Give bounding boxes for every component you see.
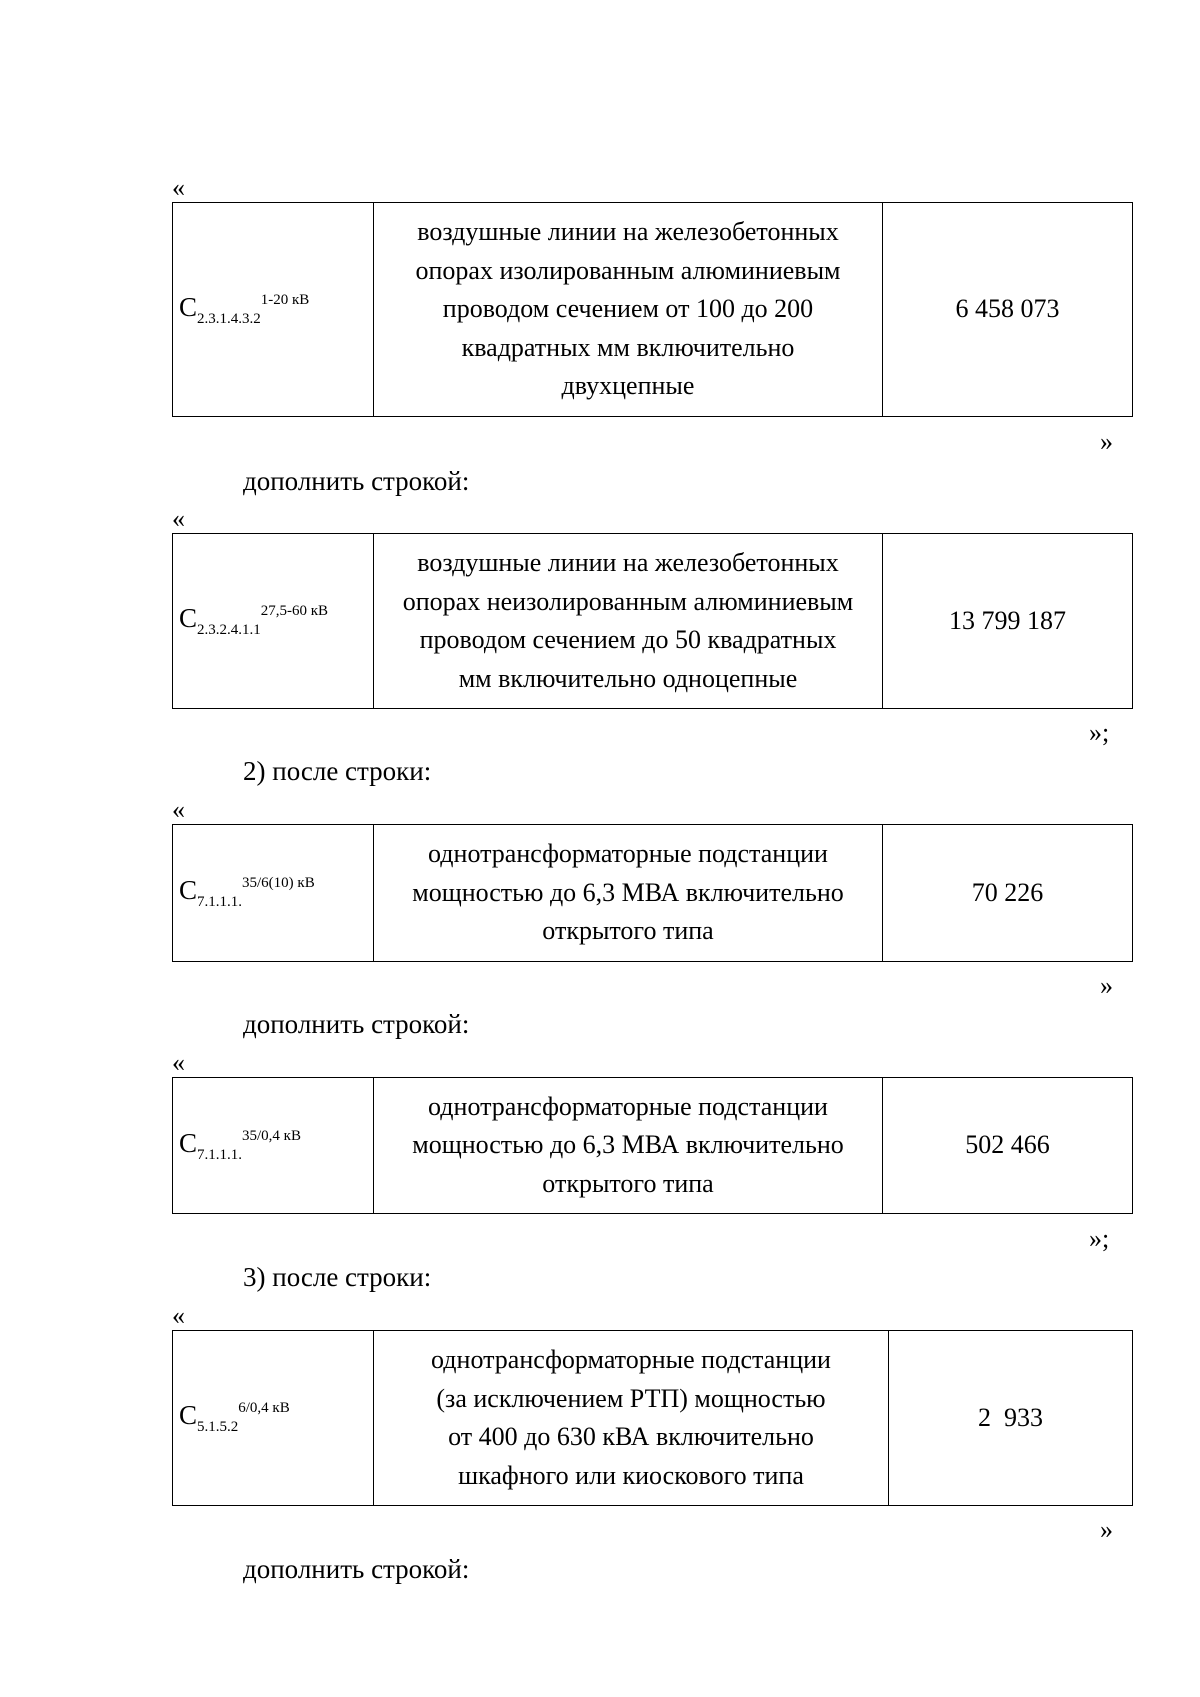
description-line: воздушные линии на железобетонных [417,548,839,577]
open-quote: « [172,795,185,824]
tariff-row-table [172,1330,1133,1506]
code-superscript: 35/0,4 кВ [242,1127,301,1144]
value-cell: 502 466 [883,1078,1133,1214]
code-letter: С [179,875,198,906]
description-line: (за исключением РТП) мощностью [436,1383,826,1413]
open-quote: « [172,504,185,533]
code-cell [173,203,374,417]
description-line: мощностью до 6,3 МВА включительно [412,877,844,907]
description-line: мощностью до 6,3 МВА включительно [412,1130,844,1160]
tariff-row-table [172,533,1133,709]
value-cell: 6 458 073 [883,203,1133,417]
description-line: однотрансформаторные подстанции [428,1091,828,1121]
description-line: воздушные линии на железобетонных [417,217,839,247]
tariff-row-table [172,1077,1133,1214]
description-cell [374,203,883,417]
open-quote: « [172,1048,185,1077]
code-subscript: 7.1.1.1. [197,894,243,911]
table-row [173,1331,1133,1506]
description-cell [374,534,883,709]
table-row [173,534,1133,709]
amendment-instruction: дополнить строкой: [243,1554,470,1584]
code-superscript: 27,5-60 кВ [260,603,329,620]
description-line: однотрансформаторные подстанции [431,1345,831,1374]
value-cell: 2 933 [889,1331,1133,1506]
table-row [173,1078,1133,1214]
description-line: мм включительно одноцепные [458,663,798,693]
code-letter: С [179,1400,198,1431]
code-subscript: 2.3.1.4.3.2 [197,310,261,327]
code-cell [173,825,374,962]
description-cell [374,1331,889,1506]
code-superscript: 1-20 кВ [260,291,310,308]
description-line: открытого типа [542,916,714,946]
description-line: открытого типа [542,1168,714,1198]
open-quote: « [172,173,185,202]
description-cell [374,825,883,962]
tariff-row-table [172,202,1133,417]
code-cell [173,1331,374,1506]
description-line: опорах неизолированным алюминиевым [402,586,854,616]
code-cell [173,534,374,709]
tariff-row-table [172,824,1133,962]
table-row [173,203,1133,417]
description-line: шкафного или киоскового типа [458,1460,804,1490]
code-superscript: 35/6(10) кВ [242,875,315,892]
code-letter: С [179,603,198,634]
description-line: проводом сечением до 50 квадратных [419,625,837,654]
table-row [173,825,1133,962]
description-line: двухцепные [561,371,695,401]
close-quote: » [1100,1515,1113,1544]
code-letter: С [179,291,198,322]
code-letter: С [179,1127,198,1158]
code-subscript: 2.3.2.4.1.1 [197,622,261,639]
code-subscript: 5.1.5.2 [197,1419,239,1436]
description-line: от 400 до 630 кВА включительно [448,1422,814,1451]
close-quote: »; [1089,1224,1110,1253]
amendment-instruction: дополнить строкой: [243,466,470,496]
value-cell: 13 799 187 [883,534,1133,709]
close-quote: »; [1089,718,1110,747]
open-quote: « [172,1301,185,1330]
description-line: квадратных мм включительно [461,332,795,362]
amendment-instruction: дополнить строкой: [243,1009,470,1039]
code-superscript: 6/0,4 кВ [238,1400,290,1417]
close-quote: » [1100,427,1113,456]
code-cell [173,1078,374,1214]
description-line: опорах изолированным алюминиевым [415,255,841,285]
description-line: однотрансформаторные подстанции [428,839,828,869]
code-subscript: 7.1.1.1. [197,1146,243,1163]
description-cell [374,1078,883,1214]
value-cell: 70 226 [883,825,1133,962]
amendment-instruction: 2) после строки: [243,756,432,786]
close-quote: » [1100,971,1113,1000]
description-line: проводом сечением от 100 до 200 [442,294,814,324]
amendment-instruction: 3) после строки: [243,1262,432,1292]
